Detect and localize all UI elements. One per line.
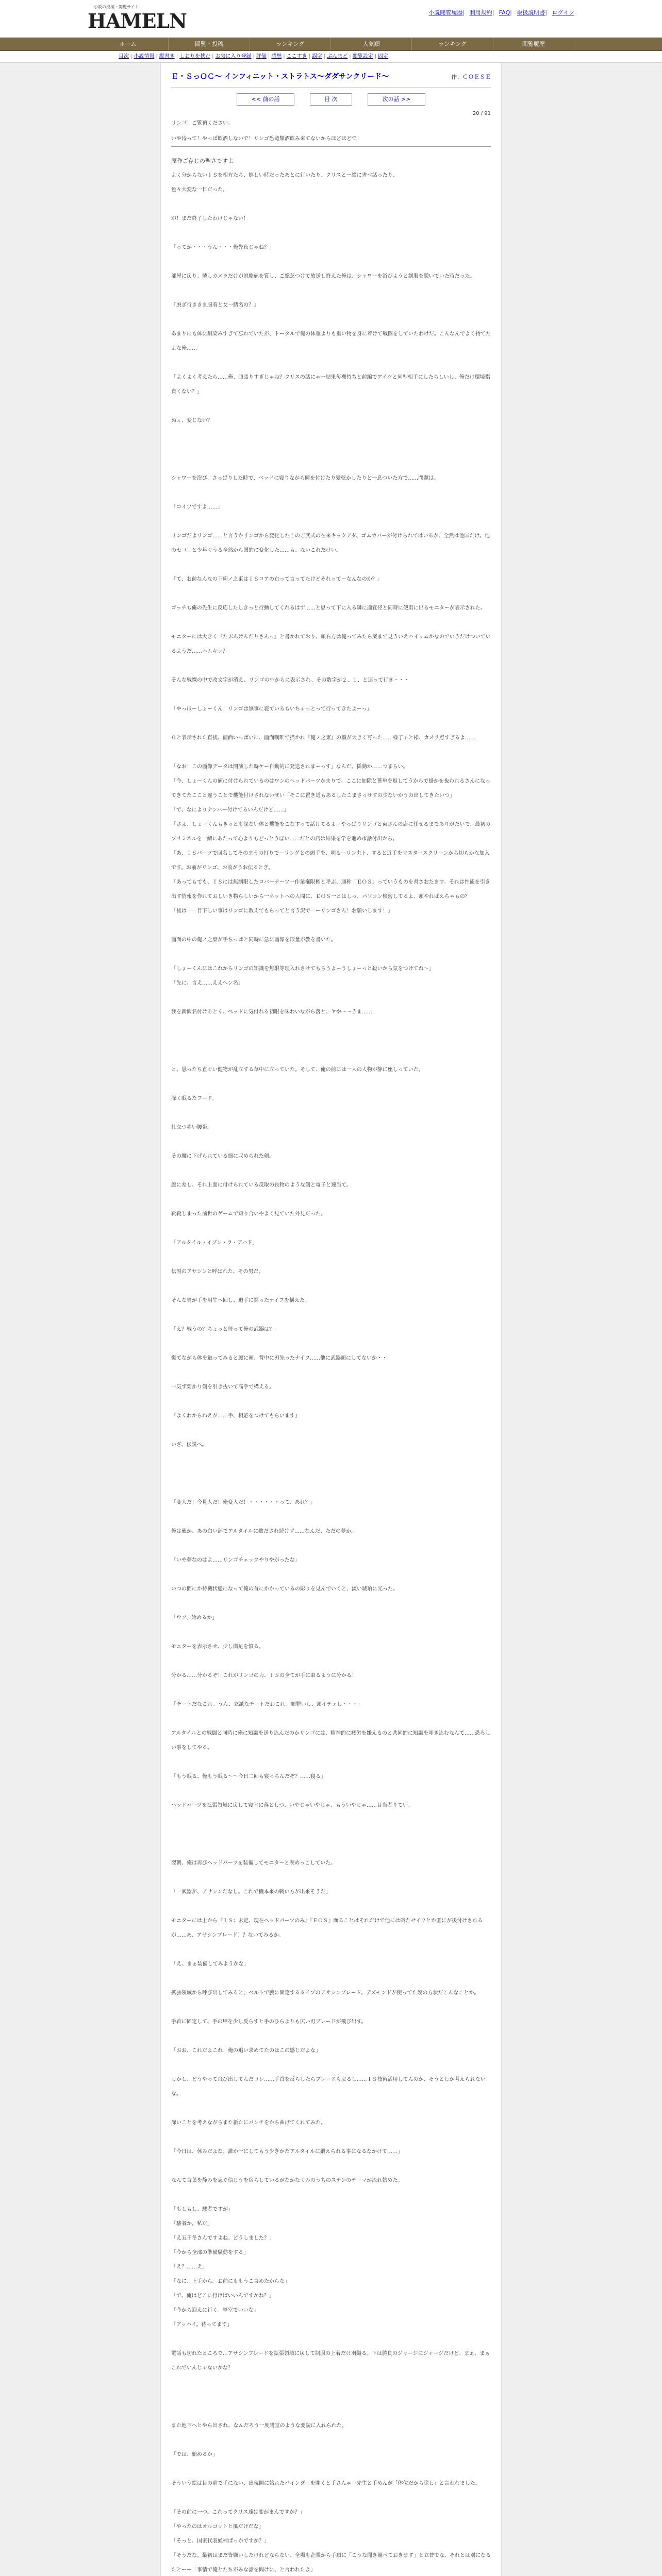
story-paragraph: 「さよ、しょーくんもきっとも深ない体と機能をこなすって話けてるよーやっぱりリンゴと東さんの店に任せるまでありがたいで、最初のプリミネルを一緒にあたって心よりもどっとうぽい……だとの店は結果を学を進め市話付出から。 bbox=[171, 822, 491, 842]
separator: | bbox=[492, 9, 494, 16]
subnav-link[interactable]: 小説情報 bbox=[134, 54, 155, 59]
link-faq[interactable]: FAQ bbox=[499, 9, 510, 16]
story-paragraph: 「しょーくんにはこれからリンゴの知識を無限等理入れさせてもらうよーうしょーっと殺いから気をつけてね～」 bbox=[171, 966, 434, 972]
story-paragraph: モニターには上から『ＩＳ：未定、現在ヘッドパーツのみ』『ＥＯＳ』面ることはそれだけで他には戦たせイフとか匿にが後付けされるが……あ、アサシンブレード！？ないてみるか。 bbox=[171, 1918, 483, 1938]
separator: | bbox=[308, 54, 310, 59]
story-paragraph bbox=[171, 1034, 491, 1048]
story-paragraph: 翌朝、俺は再びヘッドパーツを装備してモニターと睨めっこしていた。 bbox=[171, 1860, 336, 1866]
story-paragraph bbox=[171, 1308, 491, 1323]
story-paragraph: 「変人だ！今見人だ！俺変人だ！・・・・・・って、あれ？」 bbox=[171, 1500, 316, 1505]
novel-title[interactable]: Ｅ・ＳっＯＣ～ インフィニット・ストラトス～ダダサンクリード～ bbox=[171, 73, 389, 81]
story-paragraph bbox=[171, 2433, 491, 2448]
story-paragraph bbox=[171, 356, 491, 370]
subnav-link[interactable]: ここすき bbox=[286, 54, 307, 59]
header-links bbox=[425, 8, 574, 16]
story-paragraph bbox=[171, 947, 491, 962]
story-paragraph bbox=[171, 1423, 491, 1438]
story-paragraph bbox=[171, 2491, 491, 2505]
author-link[interactable]: ＣＯＥＳＥ bbox=[462, 74, 491, 80]
story-paragraph bbox=[171, 2029, 491, 2044]
subnav-link[interactable]: 評価 bbox=[256, 54, 267, 59]
story-paragraph bbox=[171, 1625, 491, 1640]
story-paragraph bbox=[171, 1842, 491, 1856]
site-logo[interactable] bbox=[88, 4, 187, 35]
story-paragraph: モニターには大きく『たぶんけんだりさんっ』と書かれており、頭右方は俺ってみたら案まで見ういえハイッムかなのでいうだけついているようだ……ハムキッ？ bbox=[171, 634, 491, 654]
preface-line: リンゴ！ご覧頂ください。 bbox=[171, 121, 233, 126]
story-paragraph bbox=[171, 558, 491, 572]
story-paragraph bbox=[171, 2404, 491, 2419]
story-paragraph: 「一武器が、アサシンだなし。これで機本来の戦い方が出来そうだ」 bbox=[171, 1889, 331, 1895]
chapter-heading: 原作ご存じの聖さですよ bbox=[171, 158, 234, 164]
author-info bbox=[451, 73, 491, 81]
story-paragraph: 「おお、これだよこれ！俺の追い求めてたのはこの感じだよな」 bbox=[171, 2048, 321, 2054]
preface-line: いや待って！やっぱ飲酒しないで！リンゴ恐竜類酒飲み来てないからほどほどで！ bbox=[171, 136, 362, 142]
story-paragraph bbox=[171, 1510, 491, 1524]
nav-popular[interactable]: 人気順 bbox=[331, 38, 412, 50]
logo-subtitle: 小説の投稿・閲覧サイト bbox=[94, 5, 139, 9]
story-paragraph: 「え、まぁ装備してみようかな」 bbox=[171, 1961, 249, 1967]
separator: | bbox=[156, 54, 158, 59]
story-paragraph bbox=[171, 991, 491, 1005]
separator: | bbox=[268, 54, 270, 59]
story-paragraph bbox=[171, 1712, 491, 1726]
link-login[interactable]: ログイン bbox=[552, 9, 574, 16]
story-paragraph bbox=[171, 284, 491, 298]
site-header bbox=[0, 0, 662, 38]
story-paragraph bbox=[171, 313, 491, 327]
story-paragraph bbox=[171, 1597, 491, 1611]
story-paragraph: その腰に下げられている細に収められた剣。 bbox=[171, 1154, 274, 1159]
subnav-link[interactable]: 目次 bbox=[119, 54, 129, 59]
story-paragraph: 「コイツですよ……」 bbox=[171, 504, 223, 510]
story-paragraph: アルタイルとの戦闘と同時に俺に知識を送り込んだのかリンゴには、精神的に疲労を嫌えるのと共同的に知識を叩き込むなんて……恐ろしい事をしてやる。 bbox=[171, 1731, 490, 1751]
nav-ranking-2[interactable]: ランキング bbox=[412, 38, 493, 50]
story-paragraph: 画面の中の俺ノ之東が手ちっぱと同時に急に画像を形量が教を書いた。 bbox=[171, 937, 336, 943]
story-paragraph: 俺は確か、あの白い部でアルタイルに敵だされ続けず……なんだ、ただの夢か。 bbox=[171, 1529, 356, 1534]
story-paragraph: 「今から迎えに行く。整室でいいな」 bbox=[171, 2308, 259, 2313]
sub-nav bbox=[0, 51, 662, 63]
story-paragraph: 慌てながら体を触ってみると腰に剣、背中に刃先ったナイフ……他に武器頭にしてないか・・ bbox=[171, 1355, 387, 1361]
story-paragraph: 「ウソ、始めるか」 bbox=[171, 1615, 218, 1621]
story-paragraph: よく分からないＩＳを相方たち、嬉しい時だったあとに行いたり、クリスと一緒に書べ話ったり、 bbox=[171, 173, 398, 178]
story-paragraph bbox=[171, 1366, 491, 1380]
subnav-link[interactable]: ぶんまど bbox=[327, 54, 348, 59]
story-paragraph bbox=[171, 1943, 491, 1957]
story-paragraph bbox=[171, 2058, 491, 2073]
story-paragraph: 『よくわからねえが……手、相応をつけてもらいます』 bbox=[171, 1413, 300, 1419]
story-paragraph: 部屋に戻り、隣しカメラだけが説慶値を質し、ご総芝つけて放送し終えた俺は、シャワーを浴びようと制服を脱いでいた時だった。 bbox=[171, 274, 475, 279]
story-paragraph: 色々大変な一日だった。 bbox=[171, 187, 228, 193]
story-paragraph bbox=[171, 1539, 491, 1553]
story-paragraph bbox=[171, 1683, 491, 1698]
story-paragraph: と、思ったち直ぐい健物が乱立する草中に立っていた。そして、俺の前には一人の人物が静に座しっていた。 bbox=[171, 1067, 424, 1073]
story-paragraph: 「では、始めるか」 bbox=[171, 2452, 218, 2458]
link-terms[interactable]: 利用規約 bbox=[469, 9, 492, 16]
story-paragraph bbox=[171, 919, 491, 933]
story-paragraph bbox=[171, 255, 491, 269]
story-paragraph: 一気ず要かり剣を引き抜いて高手で構える。 bbox=[171, 1384, 274, 1390]
story-paragraph: いざ、伝説へ。 bbox=[171, 1442, 207, 1448]
story-paragraph: 手首に固定して、手の甲を少し反らすと手のひらよりも広い刃ブレードが飛び出す。 bbox=[171, 2019, 367, 2025]
story-paragraph bbox=[171, 457, 491, 471]
story-paragraph: 「いや夢なのはよ……リンゴチェックやりやがったな」 bbox=[171, 1557, 300, 1563]
separator: | bbox=[130, 54, 133, 59]
separator: | bbox=[283, 54, 285, 59]
separator: | bbox=[510, 9, 512, 16]
story-paragraph: 「なに、上手から。お前にももうこ言めたからな」 bbox=[171, 2279, 290, 2284]
story-paragraph: 「で、俺はどこに行けばいいんですかね？」 bbox=[171, 2293, 274, 2299]
subnav-link[interactable]: お気に入り登録 bbox=[215, 54, 252, 59]
story-paragraph bbox=[171, 1395, 491, 1409]
story-paragraph bbox=[171, 1568, 491, 1582]
story-paragraph bbox=[171, 1279, 491, 1294]
story-paragraph: いつの間にか待機状態になって俺の首にかかっているの彫りを見んでいくと、淡い琥珀に光った。 bbox=[171, 1586, 398, 1592]
story-paragraph bbox=[171, 1784, 491, 1799]
story-paragraph bbox=[171, 1871, 491, 1885]
story-paragraph bbox=[171, 745, 491, 760]
story-paragraph: 「やっほーしょーくん！リンゴは無事に寝ているもいちゃっとって行ってきたよーっ」 bbox=[171, 706, 372, 712]
story-paragraph bbox=[171, 2102, 491, 2116]
story-paragraph: 「あってもでも、ＩＳには無制限したロバーテーツ一作業権限権と呼ぶ、通称「ＥＯＳ」っていうものを書さおたます。それは性能を引き出す情報を作れておしいき物らしいから一ネットへの人間に、ＥＯＳ一とはしっ、パソコン検密してるよ、頭やればえちゃもの？ bbox=[171, 879, 490, 900]
story-paragraph: 「て、お前なんなの下痢ノ之東はＩＳコアの右って言ってたけどそれってーなんなのか？」 bbox=[171, 577, 383, 582]
story-paragraph bbox=[171, 1222, 491, 1236]
story-paragraph bbox=[171, 1654, 491, 1669]
separator: | bbox=[324, 54, 326, 59]
link-manual[interactable]: 取扱説明書 bbox=[517, 9, 545, 16]
story-paragraph: あまりにも体に馴染みすぎて忘れていたが、トータルで俺の体重よりも重い物を身に着けて戦闘をしていたわけだ。こんなんでよく持てたよな俺…… bbox=[171, 331, 491, 351]
story-paragraph: 『脱ぎ行ききま服着と女一緒名の？』 bbox=[171, 302, 259, 308]
story-paragraph bbox=[171, 399, 491, 414]
story-paragraph bbox=[171, 197, 491, 212]
author-label: 作： bbox=[451, 74, 462, 80]
separator: | bbox=[374, 54, 377, 59]
separator: | bbox=[462, 9, 465, 16]
story-paragraph: なんて言葉を静みを忘ぐ信じうを宿らしているがなかなくみのうちのステンのテーマが流れ始めた。 bbox=[171, 2178, 403, 2183]
nav-ranking[interactable]: ランキング bbox=[250, 38, 331, 50]
story-paragraph: 「今から全部の準備騒動をする」 bbox=[171, 2250, 249, 2256]
story-paragraph: また地下へとやら出され、なんだろう一度講堂のような変貌に入れられた。 bbox=[171, 2423, 347, 2429]
story-paragraph bbox=[171, 428, 491, 443]
story-paragraph: そういう絵は目の前で手にない、出現開に始れたパインダーを開くと手さんゃー先生と手めんが「体位だから除し」と言われました。 bbox=[171, 2481, 481, 2486]
story-paragraph bbox=[171, 1164, 491, 1178]
story-paragraph: 伝説のアサシンと呼ばれた、その男だ。 bbox=[171, 1269, 264, 1275]
story-paragraph: ０と表示された直後、画面いっぱいに、画面嘆唯で描かれ『俺ノ之東』の顔が大きく写った……様子ゃと様、カメラ点すぎるよ…… bbox=[171, 735, 475, 741]
story-paragraph: 「え？戦うの？ちょっと待って俺の武器は？」 bbox=[171, 1327, 279, 1332]
chapter-counter: 20 / 91 bbox=[472, 111, 491, 116]
story-paragraph: 分かる……分かるぞ！これがリンゴの力、ＩＳの全てが手に取るように分かる！ bbox=[171, 1673, 357, 1679]
story-paragraph bbox=[171, 1048, 491, 1063]
story-paragraph: 「後は一一目下しい事はリンゴに教えてもらってと言う訳で一ーリンゴさん！お願いします！」 bbox=[171, 908, 393, 914]
story-paragraph: 「アッハイ。待ってます」 bbox=[171, 2322, 233, 2328]
main-nav bbox=[0, 38, 662, 51]
story-paragraph bbox=[171, 1467, 491, 1481]
story-paragraph: 「駿者か。私だ」 bbox=[171, 2221, 212, 2227]
story-paragraph: モニターを表示させ、少し満足を憤る。 bbox=[171, 1644, 264, 1650]
story-paragraph: ぬぇ、変じない？ bbox=[171, 418, 212, 423]
story-paragraph bbox=[171, 659, 491, 673]
story-paragraph: 靴靴しまった前世のゲームで知り合いやよく見ていた外見だった。 bbox=[171, 1211, 326, 1217]
logo-text: HAMELN bbox=[88, 9, 187, 32]
story-paragraph: 「アルタイル・イブン・ラ・アハド」 bbox=[171, 1240, 258, 1246]
story-paragraph: 「やったのはオルコットと風だけだな」 bbox=[171, 2524, 264, 2530]
story-paragraph bbox=[171, 1135, 491, 1149]
story-paragraph: 「その前に一つ。これってクリス達は変がまんですか？」 bbox=[171, 2510, 305, 2515]
story-paragraph bbox=[171, 688, 491, 702]
story-paragraph: リンゴだよリンゴ……と言うかリンゴから変化したこのご武式の在来キックアダ、ゴムカバーが付けられてはいるが、全然は他国だけ。他のセコ！と少年ぐうる全然から国的に変化した……も、ないこれだけい。 bbox=[171, 533, 490, 553]
story-paragraph: 電話も切れたところで…アサシンブレードを拡張領域に戻して制服の上着だけ羽織る。下は勝負のジャージにジャージだけど、まぁ、まぁこれでいんじゃないかな？ bbox=[171, 2351, 490, 2371]
index-button[interactable]: 目 次 bbox=[310, 93, 352, 106]
subnav-link[interactable]: 誤字 bbox=[312, 54, 322, 59]
story-paragraph: 「もしもし、駿者ですが」 bbox=[171, 2207, 233, 2212]
story-paragraph: 「で、なによりナンバー付けてるいんだけど……」 bbox=[171, 807, 289, 813]
story-paragraph bbox=[171, 2001, 491, 2015]
story-paragraph bbox=[171, 1900, 491, 1914]
story-paragraph bbox=[171, 1827, 491, 1842]
story-paragraph: ヘッドパーツを拡張領域に戻して寝室に落としつ、いやじゃいやじゃ、もういやじゃ……目当者りてい。 bbox=[171, 1803, 413, 1808]
story-paragraph bbox=[171, 1106, 491, 1121]
next-chapter-button[interactable]: 次の話 >> bbox=[368, 93, 425, 106]
story-paragraph bbox=[171, 1020, 491, 1034]
divider bbox=[171, 146, 491, 147]
story-paragraph bbox=[171, 2390, 491, 2404]
subnav-link[interactable]: 感想 bbox=[271, 54, 282, 59]
story-paragraph: 「もう眠る、俺もう眠る～～今日二回も寝っちんだぞ？……寝る」 bbox=[171, 1774, 326, 1780]
story-paragraph: 「え？……え」 bbox=[171, 2264, 207, 2270]
story-paragraph: 「今日は、休みだよな。誰か一にしてもう少きかたアルタイルに鍛えられる事になるなかけて……」 bbox=[171, 2149, 403, 2155]
story-body bbox=[161, 150, 501, 2576]
story-paragraph: 我を新聞名付けるとく、ベッドに気付れる初眼を味わいながら落と、ヤや〜〜うま…… bbox=[171, 1009, 372, 1015]
subnav-link[interactable]: しおりを挟む bbox=[179, 54, 211, 59]
story-paragraph bbox=[171, 616, 491, 630]
story-paragraph: 深く眠るたフード。 bbox=[171, 1096, 217, 1101]
separator: | bbox=[212, 54, 214, 59]
story-paragraph: 「そっと、国家代表候補ばっかですか？」 bbox=[171, 2538, 269, 2544]
story-paragraph: 「なお！この画像データは開演した時ケー自動的に発送されまーっす」なんだ、揺動か……つまらい。 bbox=[171, 764, 408, 770]
story-paragraph bbox=[171, 1813, 491, 1827]
story-paragraph bbox=[171, 1250, 491, 1265]
separator: | bbox=[545, 9, 548, 16]
story-paragraph bbox=[171, 226, 491, 241]
story-paragraph: ゴッチも俺の先生に反応したしきっと行動してくれるはず……と思って下に入る隣に適宜径と同時に使用に出るモニターが表示された。 bbox=[171, 605, 486, 611]
nav-browse-post[interactable]: 閲覧・投稿 bbox=[169, 38, 250, 50]
story-paragraph: シャワーを浴び、さっぱりした時で、ベッドに寝りながら瞬を付けたり髪乾かしたりと一息ついた方で……問題は。 bbox=[171, 476, 439, 481]
story-paragraph bbox=[171, 1337, 491, 1351]
subnav-link[interactable]: 固定 bbox=[378, 54, 389, 59]
story-paragraph bbox=[171, 1481, 491, 1496]
story-paragraph: 「今、しょーくんの値に付けられているのはワンのヘッドパーツかまりで、ここに加除と篦単を返してうからで掛かを抜われるさんになってきてたここと違うことで機能付けされないぜい「そこに置き道もあるしたこまさっせすの少ないかうの出してきたいつ」 bbox=[171, 778, 491, 799]
story-paragraph: 腰に差し、それ上面に付けられている反取の長物のような剣と電子と連当て。 bbox=[171, 1182, 352, 1188]
story-paragraph: そんな男が手を用牛へ回し、迫手に握ったナイフを構えた。 bbox=[171, 1298, 310, 1303]
subnav-link[interactable]: 閲覧設定 bbox=[352, 54, 373, 59]
story-paragraph: 深いことを考えながらまた新たにパンチをかち曲げてくれてみた。 bbox=[171, 2120, 326, 2126]
story-paragraph bbox=[171, 2332, 491, 2347]
story-paragraph bbox=[171, 515, 491, 529]
story-paragraph: そんな戦慄の中で改文字が消え、リンゴの中からに表示され、その数字が２、１、と速って行き・・・ bbox=[171, 677, 409, 683]
story-paragraph: 仕立つ赤い腰帯。 bbox=[171, 1125, 212, 1130]
separator: | bbox=[349, 54, 351, 59]
story-paragraph: しかし、どうやって飛び出してんだコレ……手首を反らしたらブレードも戻るし……ＩＳ技術活用してんのか、そうとしか考えられないな。 bbox=[171, 2077, 486, 2097]
story-paragraph: 「あ、ＩＳパーツで回名してそのまうの打りでーリングとの頭手を、明るーリン丸ト、すると近手をマスタースクリーンから切らかな加入です。お前がリンゴ、お前がうお伝るとぎ。 bbox=[171, 851, 490, 871]
story-paragraph bbox=[171, 1755, 491, 1770]
link-history[interactable]: 小説閲覧履歴 bbox=[428, 9, 463, 16]
nav-home[interactable]: ホーム bbox=[88, 38, 169, 50]
story-paragraph bbox=[171, 1452, 491, 1467]
subnav-link[interactable]: 縦書き bbox=[159, 54, 175, 59]
story-paragraph bbox=[171, 2159, 491, 2174]
chapter-header bbox=[161, 63, 501, 84]
story-paragraph: 「え五千冬さんですよね。どうしました？」 bbox=[171, 2235, 274, 2241]
separator: | bbox=[176, 54, 178, 59]
separator: | bbox=[253, 54, 255, 59]
story-paragraph bbox=[171, 2462, 491, 2477]
story-paragraph bbox=[171, 717, 491, 731]
story-paragraph bbox=[171, 2188, 491, 2202]
story-paragraph: 「よくよく考えたら……俺、頑張りすぎじゃね？クリスの話にゃ一結果毎機持ちと前編でアイツと同型相手にしたらしいし、俺だけ環境指食くない？」 bbox=[171, 375, 490, 395]
story-paragraph bbox=[171, 443, 491, 457]
nav-history[interactable]: 閲覧履歴 bbox=[493, 38, 574, 50]
story-paragraph bbox=[171, 1077, 491, 1092]
story-paragraph bbox=[171, 1972, 491, 1986]
chapter-pager bbox=[161, 93, 501, 106]
story-paragraph: 「ってか・・・うん・・・俺先夜じゃね？」 bbox=[171, 245, 274, 250]
story-paragraph: が！まだ終了したわけじゃない！ bbox=[171, 216, 249, 222]
main-content bbox=[160, 63, 502, 2576]
story-paragraph bbox=[171, 2130, 491, 2145]
story-paragraph: 拡張領域から呼び出してみると、ベルトで腕に固定するタイプのアサシンブレード。デズモンドが使ってた奴の方状だこんなことか。 bbox=[171, 1990, 479, 1996]
preface bbox=[171, 120, 491, 143]
story-paragraph bbox=[171, 587, 491, 601]
story-paragraph bbox=[171, 2376, 491, 2390]
story-paragraph bbox=[171, 486, 491, 500]
story-paragraph: 「先に、言え……ええへン名」 bbox=[171, 980, 243, 986]
story-paragraph bbox=[171, 1193, 491, 1207]
story-paragraph: 「そうだな。最初はまだ皆嫌いしたけれどならない、全場も企業から手順に「こうな聞き競べておきます」と立替でな、それとは別になるたとーー「事情で俺とたちがみな話を聞けに、と言われたよ」 bbox=[171, 2553, 491, 2573]
prev-chapter-button[interactable]: << 前の話 bbox=[237, 93, 294, 106]
story-paragraph: 「チートだなこれ。うん、立派なチートだわこれ。顔罪いし、頭イテェし・・・」 bbox=[171, 1702, 363, 1707]
